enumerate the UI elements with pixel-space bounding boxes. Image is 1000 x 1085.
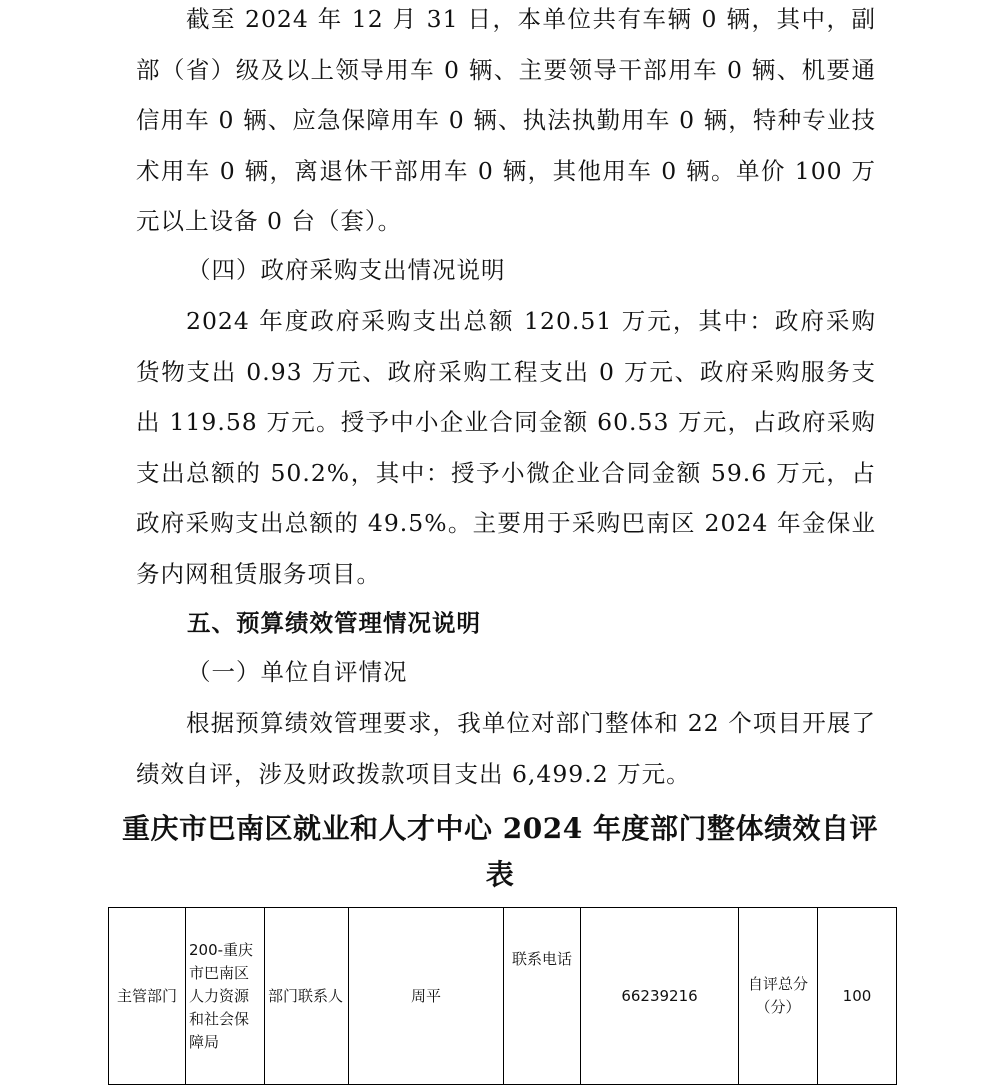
dept-value-cell: 200-重庆市巴南区人力资源和社会保障局	[186, 908, 265, 1085]
score-value-cell: 100	[818, 908, 897, 1085]
phone-label-cell: 联系电话	[504, 908, 581, 1085]
dept-label-cell: 主管部门	[109, 908, 186, 1085]
section-five-heading: 五、预算绩效管理情况说明	[187, 609, 481, 637]
contact-value-cell: 周平	[349, 908, 504, 1085]
table-row	[109, 908, 897, 1085]
contact-label-cell: 部门联系人	[265, 908, 349, 1085]
procurement-heading: （四）政府采购支出情况说明	[187, 256, 506, 284]
score-label-cell: 自评总分（分）	[739, 908, 818, 1085]
procurement-paragraph: 2024 年度政府采购支出总额 120.51 万元，其中：政府采购货物支出 0.93 万元、政府采购工程支出 0 万元、政府采购服务支出 119.58 万元。授予中小企业合同金额 60.53 万元，占政府采购支出总额的 50.2%，其中：授予小微企业合同金额 59.6 万元，占政府采购支出总额的 49.5%。主要用于采购巴南区 2024 年金保业务内网租赁服务项目。	[136, 307, 876, 588]
table-title-line1: 重庆市巴南区就业和人才中心 2024 年度部门整体绩效自评	[122, 812, 878, 845]
table-title-line2: 表	[485, 858, 515, 891]
self-eval-paragraph: 根据预算绩效管理要求，我单位对部门整体和 22 个项目开展了绩效自评，涉及财政拨款项目支出 6,499.2 万元。	[136, 709, 876, 788]
vehicle-paragraph: 截至 2024 年 12 月 31 日，本单位共有车辆 0 辆，其中，副部（省）级及以上领导用车 0 辆、主要领导干部用车 0 辆、机要通信用车 0 辆、应急保障用车 0 辆、执法执勤用车 0 辆，特种专业技术用车 0 辆，离退休干部用车 0 辆，其他用车 0 辆。单价 100 万元以上设备 0 台（套）。	[136, 5, 876, 235]
performance-table	[108, 907, 897, 1085]
phone-value-cell: 66239216	[581, 908, 739, 1085]
self-eval-heading: （一）单位自评情况	[187, 658, 408, 686]
